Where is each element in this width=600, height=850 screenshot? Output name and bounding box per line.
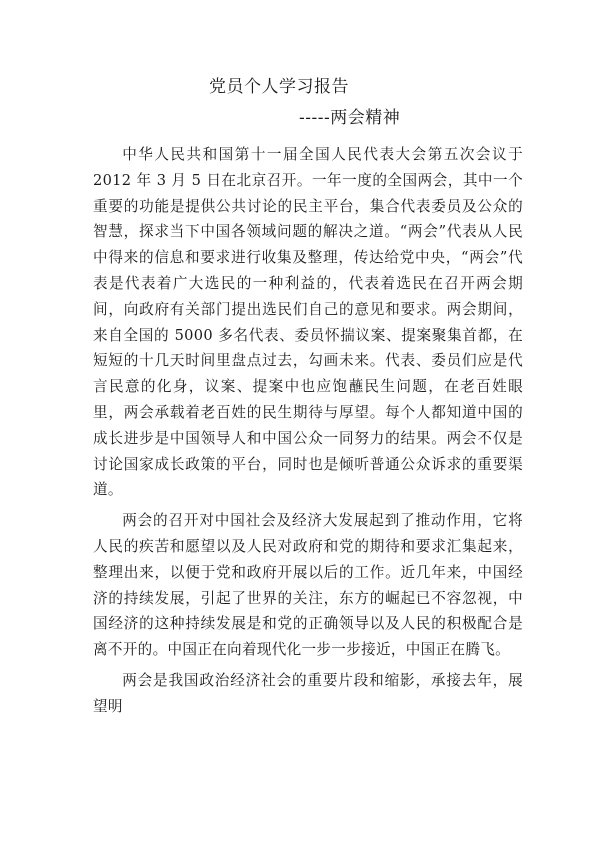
paragraph: 两会的召开对中国社会及经济大发展起到了推动作用，它将人民的疾苦和愿望以及人民对政府和党的期待和要求汇集起来，整理出来，以便于党和政府开展以后的工作。近几年来，中国经济的持续发展，引起了世界的关注，东方的崛起已不容忽视，中国经济的这种持续发展是和党的正确领导以及人民的积极配合是离不开的。中国正在向着现代化一步一步接近，中国正在腾飞。 <box>93 512 523 659</box>
document-subtitle: -----两会精神 <box>299 108 401 128</box>
paragraph: 两会是我国政治经济社会的重要片段和缩影，承接去年，展望明 <box>93 671 523 715</box>
document-body <box>93 142 523 725</box>
document-title: 党员个人学习报告 <box>209 77 349 97</box>
paragraph: 中华人民共和国第十一届全国人民代表大会第五次会议于 2012 年 3 月 5 日在北京召开。一年一度的全国两会，其中一个重要的功能是提供公共讨论的民主平台，集合代表委员及公众的智慧，探求当下中国各领域问题的解决之道。“两会”代表从人民中得来的信息和要求进行收集及整理，传达给党中央，“两会”代表是代表着广大选民的一种利益的，代表着选民在召开两会期间，向政府有关部门提出选民们自己的意见和要求。两会期间，来自全国的 5000 多名代表、委员怀揣议案、提案聚集首都，在短短的十几天时间里盘点过去，勾画未来。代表、委员们应是代言民意的化身，议案、提案中也应饱蘸民生问题，在老百姓眼里，两会承载着老百姓的民生期待与厚望。每个人都知道中国的成长进步是中国领导人和中国公众一同努力的结果。两会不仅是讨论国家成长政策的平台，同时也是倾听普通公众诉求的重要渠道。 <box>93 146 523 499</box>
